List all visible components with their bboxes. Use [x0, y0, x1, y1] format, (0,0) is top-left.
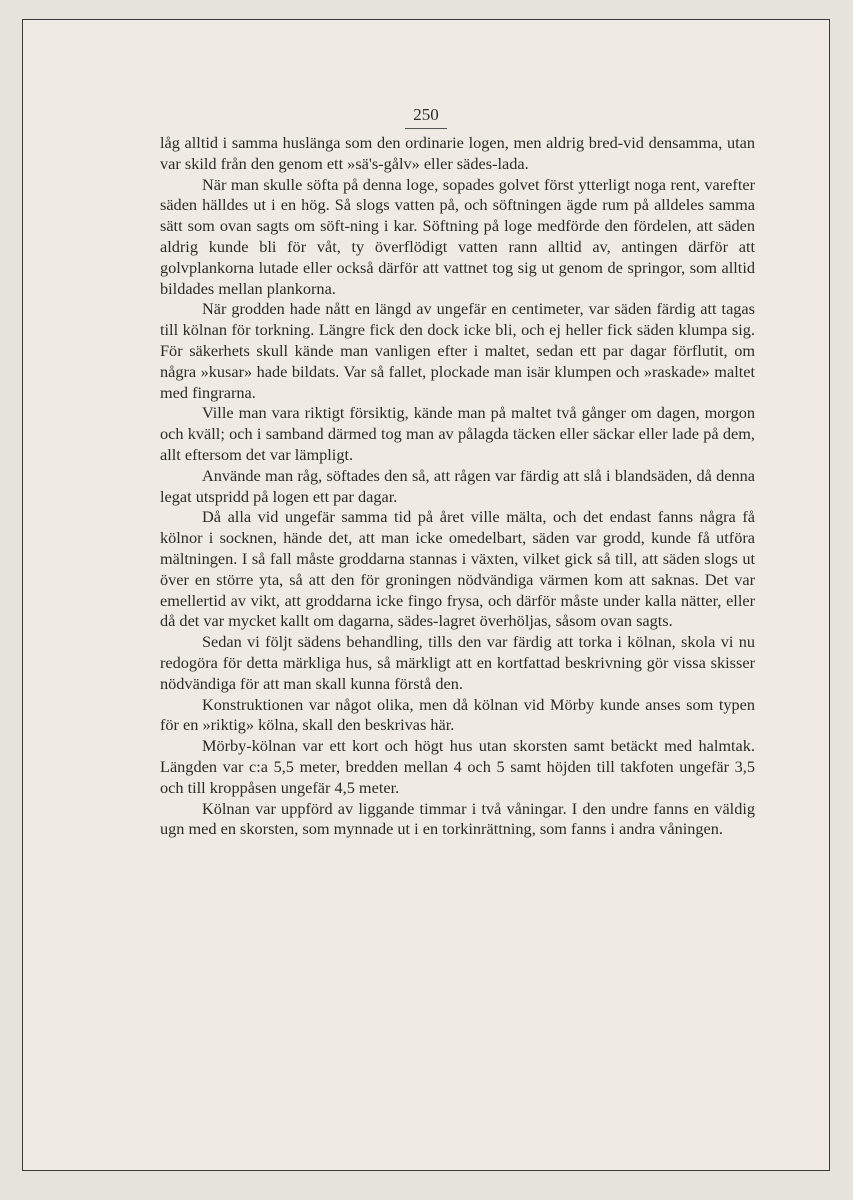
- page-number-text: 250: [405, 105, 447, 129]
- paragraph: låg alltid i samma huslänga som den ordinarie logen, men aldrig bred-vid densamma, utan var skild från den genom ett »sä's-gålv» eller sädes-lada.: [160, 133, 755, 173]
- paragraph: När man skulle söfta på denna loge, sopades golvet först ytterligt noga rent, varefter säden hälldes ut i en hög. Så slogs vatten på, och söftningen ägde rum på alldeles samma sätt som ovan sagts om söft-ning i kar. Söftning på loge medförde den fördelen, att säden aldrig kunde bli för våt, ty överflödigt vatten rann alltid av, antingen därför att golvplankorna lutade eller också därför att vattnet tog sig ut genom de springor, som alltid bildades mellan plankorna.: [160, 174, 755, 298]
- paragraph: Konstruktionen var något olika, men då kölnan vid Mörby kunde anses som typen för en »riktig» kölna, skall den beskrivas här.: [160, 694, 755, 735]
- paragraph: När grodden hade nått en längd av ungefär en centimeter, var säden färdig att tagas till kölnan för torkning. Längre fick den dock icke bli, och ej heller fick säden klumpa sig. För säkerhets skull kände man vanligen efter i maltet, sedan ett par dagar förflutit, om några »kusar» hade bildats. Var så fallet, plockade man isär klumpen och »raskade» maltet med fingrarna.: [160, 299, 755, 402]
- paragraph: Mörby-kölnan var ett kort och högt hus utan skorsten samt betäckt med halmtak. Längden var c:a 5,5 meter, bredden mellan 4 och 5 samt höjden till takfoten ungefär 3,5 och till kroppåsen ungefär 4,5 meter.: [160, 736, 755, 797]
- paragraph: Ville man vara riktigt försiktig, kände man på maltet två gånger om dagen, morgon och kväll; och i samband därmed tog man av pålagda täcken eller säckar eller lade på dem, allt eftersom det var lämpligt.: [160, 403, 755, 464]
- page-number: [23, 105, 829, 129]
- paragraph: Då alla vid ungefär samma tid på året ville mälta, och det endast fanns några få kölnor i socknen, hände det, att man icke omedelbart, säden var grodd, kunde få utföra mältningen. I så fall måste groddarna stannas i växten, vilket gick så till, att säden slogs ut över en större yta, så att den för groningen nödvändiga värmen kom att saknas. Det var emellertid av vikt, att groddarna icke fingo frysa, och därför måste under kalla nätter, eller då det var mycket kallt om dagarna, sädes-lagret överhöljas, såsom ovan sagts.: [160, 507, 755, 631]
- paragraph: Använde man råg, söftades den så, att rågen var färdig att slå i blandsäden, då denna legat utspridd på logen ett par dagar.: [160, 465, 755, 506]
- paragraph: Sedan vi följt sädens behandling, tills den var färdig att torka i kölnan, skola vi nu redogöra för detta märkliga hus, så märkligt att en kortfattad beskrivning gör vissa skisser nödvändiga för att man skall kunna förstå den.: [160, 632, 755, 693]
- body-text: [160, 133, 755, 840]
- paragraph: Kölnan var uppförd av liggande timmar i två våningar. I den undre fanns en väldig ugn med en skorsten, som mynnade ut i en torkinrättning, som fanns i andra våningen.: [160, 798, 755, 839]
- document-page: [22, 19, 830, 1171]
